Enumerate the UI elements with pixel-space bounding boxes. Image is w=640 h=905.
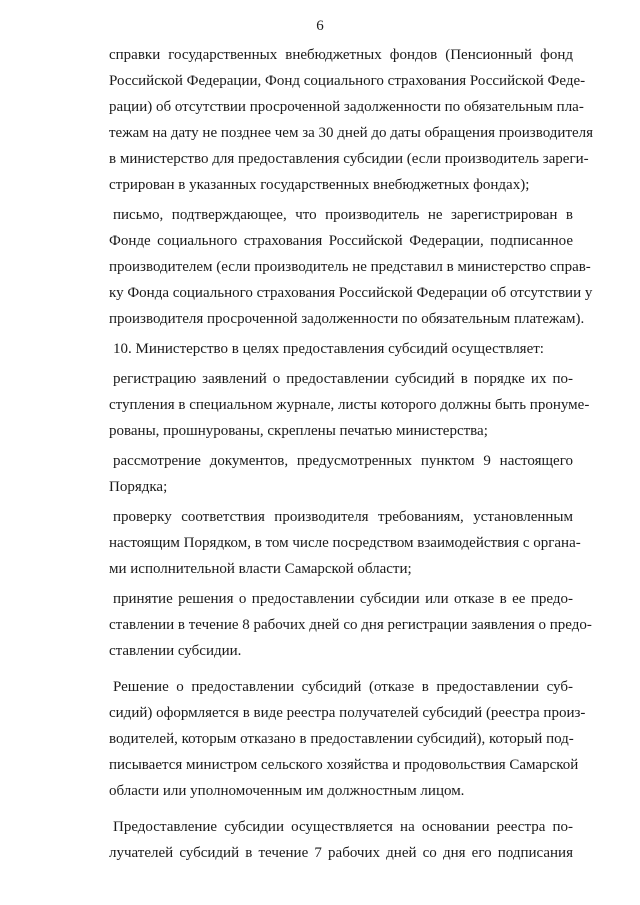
document-body xyxy=(109,42,594,866)
text-line: стрирован в указанных государственных внебюджетных фондах); xyxy=(109,177,530,193)
text-line: Решение о предоставлении субсидий (отказе в предоставлении суб- xyxy=(113,679,573,695)
text-line: ми исполнительной власти Самарской области; xyxy=(109,561,412,577)
text-line: сидий) оформляется в виде реестра получателей субсидий (реестра произ- xyxy=(109,705,586,721)
text-line: ку Фонда социального страхования Российской Федерации об отсутствии у xyxy=(109,285,593,301)
text-line: ставлении субсидии. xyxy=(109,643,242,659)
text-line: Фонде социального страхования Российской Федерации, подписанное xyxy=(109,233,573,249)
paragraph xyxy=(113,336,573,362)
text-line: в министерство для предоставления субсидии (если производитель зареги- xyxy=(109,151,589,167)
text-line: регистрацию заявлений о предоставлении субсидий в порядке их по- xyxy=(113,371,573,387)
text-line: рованы, прошнурованы, скреплены печатью министерства; xyxy=(109,423,488,439)
text-line: водителей, которым отказано в предоставлении субсидий), который под- xyxy=(109,731,574,747)
text-line: письмо, подтверждающее, что производитель не зарегистрирован в xyxy=(113,207,573,223)
text-line: настоящим Порядком, в том числе посредством взаимодействия с органа- xyxy=(109,535,581,551)
text-line: лучателей субсидий в течение 7 рабочих дней со дня его подписания xyxy=(109,845,573,861)
paragraph xyxy=(109,42,594,198)
paragraph xyxy=(109,674,586,804)
paragraph xyxy=(109,814,573,866)
text-line: Предоставление субсидии осуществляется на основании реестра по- xyxy=(113,819,573,835)
text-line: принятие решения о предоставлении субсидии или отказе в ее предо- xyxy=(113,591,573,607)
text-line: Российской Федерации, Фонд социального страхования Российской Феде- xyxy=(109,73,586,89)
text-line: области или уполномоченным им должностным лицом. xyxy=(109,783,465,799)
paragraph xyxy=(109,366,590,444)
paragraph xyxy=(109,202,593,332)
text-line: Порядка; xyxy=(109,479,168,495)
text-line: писывается министром сельского хозяйства и продовольствия Самарской xyxy=(109,757,579,773)
page-number: 6 xyxy=(316,18,324,34)
text-line: ступления в специальном журнале, листы которого должны быть пронуме- xyxy=(109,397,590,413)
text-line: производителем (если производитель не представил в министерство справ- xyxy=(109,259,591,275)
text-line: ставлении в течение 8 рабочих дней со дня регистрации заявления о предо- xyxy=(109,617,592,633)
paragraph xyxy=(109,504,581,582)
text-line: рации) об отсутствии просроченной задолженности по обязательным пла- xyxy=(109,99,584,115)
text-line: тежам на дату не позднее чем за 30 дней до даты обращения производителя xyxy=(109,125,594,141)
text-line: справки государственных внебюджетных фондов (Пенсионный фонд xyxy=(109,47,573,63)
text-line: производителя просроченной задолженности по обязательным платежам). xyxy=(109,311,585,327)
text-line: проверку соответствия производителя требованиям, установленным xyxy=(113,509,573,525)
paragraph xyxy=(109,448,573,500)
text-line: рассмотрение документов, предусмотренных пунктом 9 настоящего xyxy=(113,453,573,469)
text-line: 10. Министерство в целях предоставления субсидий осуществляет: xyxy=(113,341,544,357)
paragraph xyxy=(109,586,592,664)
